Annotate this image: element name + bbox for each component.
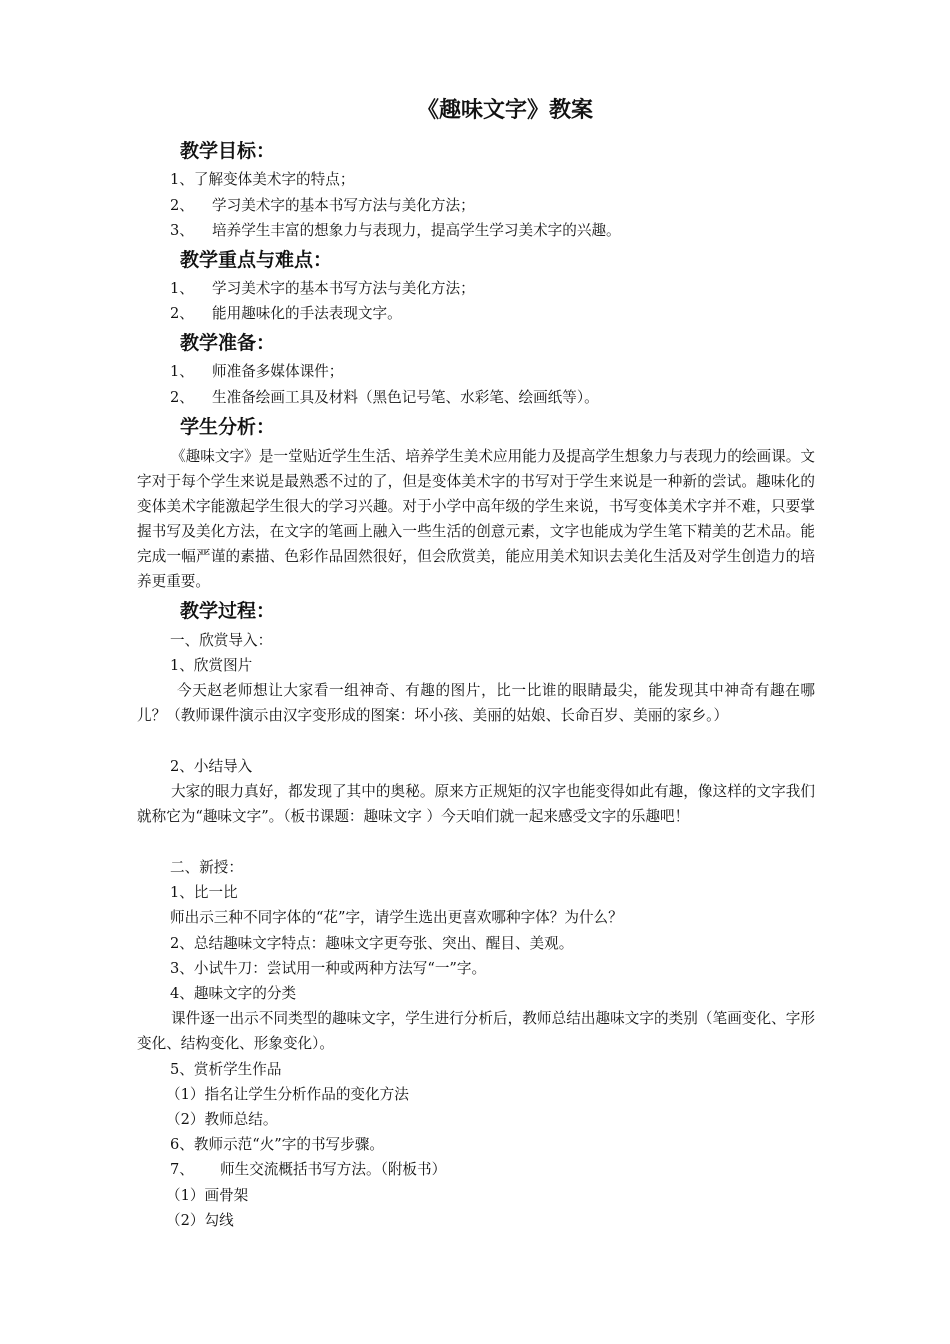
section-2-item-2: 2、总结趣味文字特点：趣味文字更夸张、突出、醒目、美观。 <box>170 935 574 952</box>
section-2-item-4: 4、趣味文字的分类 <box>170 985 297 1002</box>
list-number: 1、 <box>170 363 194 380</box>
list-text: 师准备多媒体课件； <box>212 363 344 380</box>
section-2-item-5-a: （1）指名让学生分析作品的变化方法 <box>166 1086 409 1103</box>
list-text: 师生交流概括书写方法。（附板书） <box>220 1161 447 1178</box>
process-heading: 教学过程： <box>180 600 276 622</box>
list-text: 培养学生丰富的想象力与表现力，提高学生学习美术字的兴趣。 <box>212 222 621 239</box>
section-2-title: 二、新授： <box>170 859 243 876</box>
key-points-heading: 教学重点与难点： <box>180 249 333 271</box>
preparation-heading: 教学准备： <box>180 332 276 354</box>
analysis-heading: 学生分析： <box>180 416 276 438</box>
key-point-item-1 <box>170 279 475 299</box>
list-number: 7、 <box>170 1161 194 1178</box>
preparation-item-1 <box>170 362 343 382</box>
section-2-item-5-b: （2）教师总结。 <box>166 1111 278 1128</box>
list-number: 3、 <box>170 222 194 239</box>
analysis-paragraph: 《趣味文字》是一堂贴近学生生活、培养学生美术应用能力及提高学生想象力与表现力的绘画课。文字对于每个学生来说是最熟悉不过的了，但是变体美术字的书写对于学生来说是一种新的尝试。趣味化的变体美术字能激起学生很大的学习兴趣。对于小学中高年级的学生来说，书写变体美术字并不难，只要掌握书写及美化方法，在文字的笔画上融入一些生活的创意元素，文字也能成为学生笔下精美的艺术品。能完成一幅严谨的素描、色彩作品固然很好，但会欣赏美，能应用美术知识去美化生活及对学生创造力的培养更重要。 <box>137 448 815 590</box>
section-1-title: 一、欣赏导入： <box>170 632 273 649</box>
list-text: 学习美术字的基本书写方法与美化方法； <box>212 280 475 297</box>
section-2-item-7 <box>170 1160 446 1180</box>
list-text: 学习美术字的基本书写方法与美化方法； <box>212 197 475 214</box>
objectives-heading: 教学目标： <box>180 140 276 162</box>
section-1-item-1: 1、欣赏图片 <box>170 657 253 674</box>
key-point-item-2 <box>170 304 402 324</box>
section-1-paragraph-2: 大家的眼力真好，都发现了其中的奥秘。原来方正规矩的汉字也能变得如此有趣，像这样的文字我们就称它为“趣味文字”。（板书课题：趣味文字 ）今天咱们就一起来感受文字的乐趣吧！ <box>137 783 815 825</box>
list-number: 1、 <box>170 171 194 188</box>
section-2-item-3: 3、小试牛刀：尝试用一种或两种方法写“一”字。 <box>170 960 487 977</box>
list-text: 能用趣味化的手法表现文字。 <box>212 305 402 322</box>
section-1-paragraph-1: 今天赵老师想让大家看一组神奇、有趣的图片，比一比谁的眼睛最尖，能发现其中神奇有趣在哪儿？（教师课件演示由汉字变形成的图案：坏小孩、美丽的姑娘、长命百岁、美丽的家乡。） <box>137 682 815 724</box>
list-number: 2、 <box>170 197 194 214</box>
objective-item-3 <box>170 221 621 241</box>
list-text: 生准备绘画工具及材料（黑色记号笔、水彩笔、绘画纸等）。 <box>212 389 599 406</box>
document-title: 《趣味文字》教案 <box>416 98 593 123</box>
section-2-item-6: 6、教师示范“火”字的书写步骤。 <box>170 1136 384 1153</box>
section-2-item-7-b: （2）勾线 <box>166 1212 234 1229</box>
list-number: 2、 <box>170 305 194 322</box>
list-number: 2、 <box>170 389 194 406</box>
section-1-item-2: 2、小结导入 <box>170 758 253 775</box>
section-2-item-1: 1、比一比 <box>170 884 238 901</box>
section-2-item-1-text: 师出示三种不同字体的“花”字，请学生选出更喜欢哪种字体？为什么？ <box>170 909 623 926</box>
objective-item-2 <box>170 196 475 216</box>
objective-item-1 <box>170 170 354 190</box>
preparation-item-2 <box>170 388 599 408</box>
list-text: 了解变体美术字的特点； <box>193 171 355 188</box>
section-2-item-5: 5、赏析学生作品 <box>170 1061 282 1078</box>
section-2-item-7-a: （1）画骨架 <box>166 1187 249 1204</box>
section-2-item-4-text: 课件逐一出示不同类型的趣味文字，学生进行分析后，教师总结出趣味文字的类别（笔画变化、字形变化、结构变化、形象变化）。 <box>137 1010 815 1052</box>
list-number: 1、 <box>170 280 194 297</box>
